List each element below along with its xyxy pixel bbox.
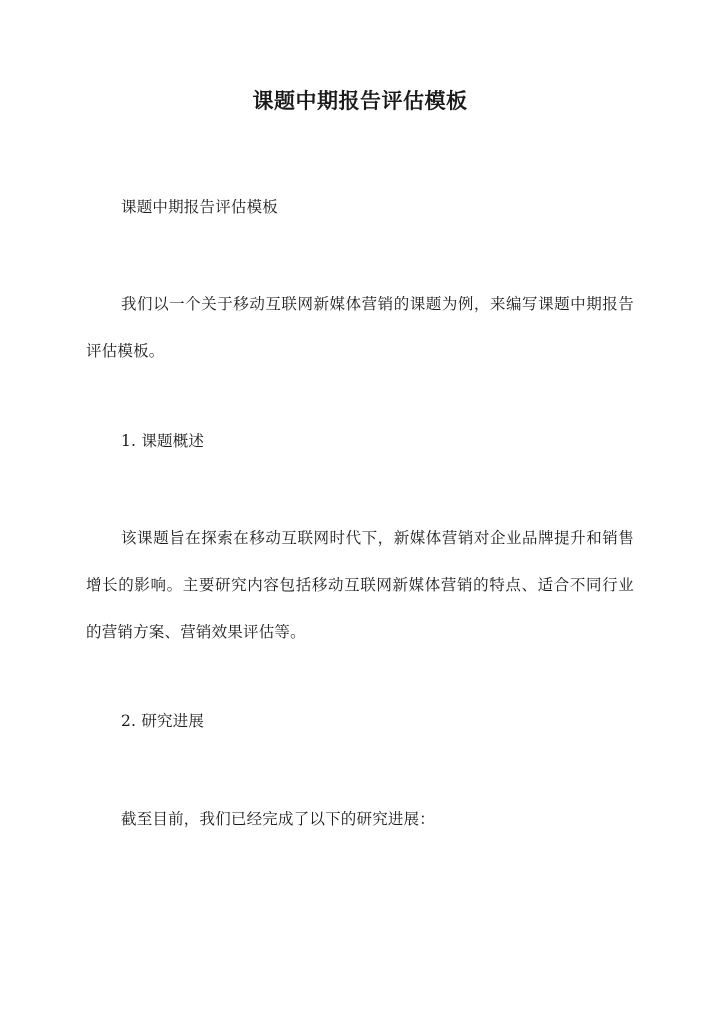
intro-paragraph: 我们以一个关于移动互联网新媒体营销的课题为例，来编写课题中期报告评估模板。 [86,295,634,360]
section-1-body: 该课题旨在探索在移动互联网时代下，新媒体营销对企业品牌提升和销售增长的影响。主要研究内容包括移动互联网新媒体营销的特点、适合不同行业的营销方案、营销效果评估等。 [86,529,634,641]
section-2-body: 截至目前，我们已经完成了以下的研究进展： [121,810,436,828]
section-2-heading: 2. 研究进展 [121,712,205,730]
section-1-heading: 1. 课题概述 [121,432,205,450]
document-subtitle: 课题中期报告评估模板 [121,198,279,216]
document-title: 课题中期报告评估模板 [252,88,468,113]
